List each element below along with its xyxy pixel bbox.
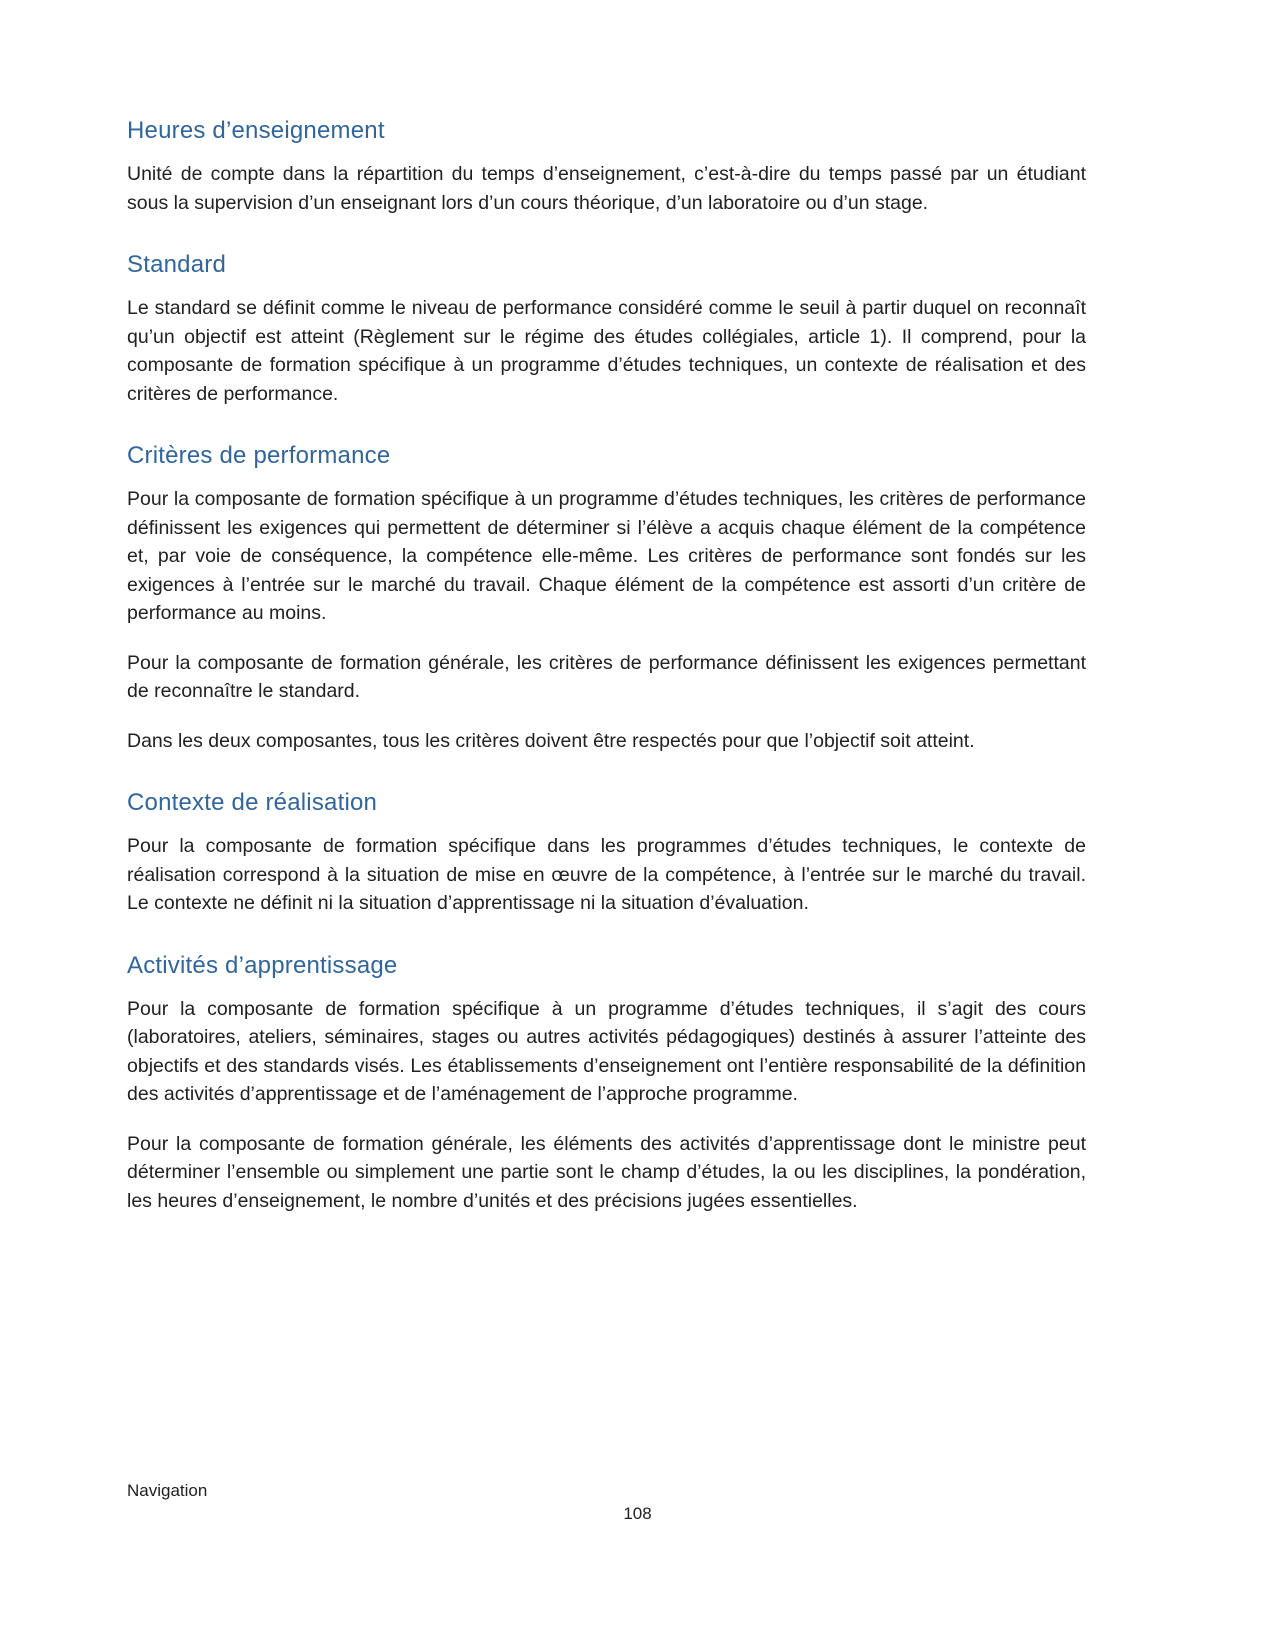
section-heading: Critères de performance [127,442,391,469]
paragraph: Pour la composante de formation générale, les éléments des activités d’apprentissage dont le ministre peut déterminer l’ensemble ou simplement une partie sont le champ d’études, la ou les disciplines, la pondération, les heures d’enseignement, le nombre d’unités et des précisions jugées essentielles. [127,1132,1086,1212]
footer-navigation-label: Navigation [127,1481,208,1500]
section-heading: Standard [127,251,227,278]
section-standard [127,250,1086,408]
section-heading: Contexte de réalisation [127,789,378,816]
section-contexte-de-realisation [127,788,1086,918]
paragraph: Pour la composante de formation spécifique à un programme d’études techniques, il s’agit des cours (laboratoires, ateliers, séminaires, stages ou autres activités pédagogiques) destinés à assurer l’atteinte des objectifs et des standards visés. Les établissements d’enseignement ont l’entière responsabilité de la définition des activités d’apprentissage et de l’aménagement de l’approche programme. [127,997,1086,1105]
section-heading: Activités d’apprentissage [127,951,398,979]
paragraph: Dans les deux composantes, tous les critères doivent être respectés pour que l’objectif soit atteint. [127,729,975,752]
paragraph: Pour la composante de formation spécifique à un programme d’études techniques, les critères de performance définissent les exigences qui permettent de déterminer si l’élève a acquis chaque élément de la compétence et, par voie de conséquence, la compétence elle-même. Les critères de performance sont fondés sur les exigences à l’entrée sur le marché du travail. Chaque élément de la compétence est assorti d’un critère de performance au moins. [127,488,1086,624]
paragraph: Pour la composante de formation générale, les critères de performance définissent les exigences permettant de reconnaître le standard. [127,651,1086,702]
paragraph: Unité de compte dans la répartition du temps d’enseignement, c’est-à-dire du temps passé par un étudiant sous la supervision d’un enseignant lors d’un cours théorique, d’un laboratoire ou d’un stage. [127,163,1086,214]
paragraph: Pour la composante de formation spécifique dans les programmes d’études techniques, le contexte de réalisation correspond à la situation de mise en œuvre de la compétence, à l’entrée sur le marché du travail. Le contexte ne définit ni la situation d’apprentissage ni la situation d’évaluation. [127,835,1086,914]
section-criteres-de-performance [127,441,1086,755]
section-heading: Heures d’enseignement [127,117,385,144]
page-number: 108 [623,1504,652,1523]
section-activites-dapprentissage [127,951,1086,1216]
section-heures-denseignement [127,116,1086,217]
paragraph: Le standard se définit comme le niveau de performance considéré comme le seuil à partir duquel on reconnaît qu’un objectif est atteint (Règlement sur le régime des études collégiales, article 1). Il comprend, pour la composante de formation spécifique à un programme d’études techniques, un contexte de réalisation et des critères de performance. [127,297,1086,405]
